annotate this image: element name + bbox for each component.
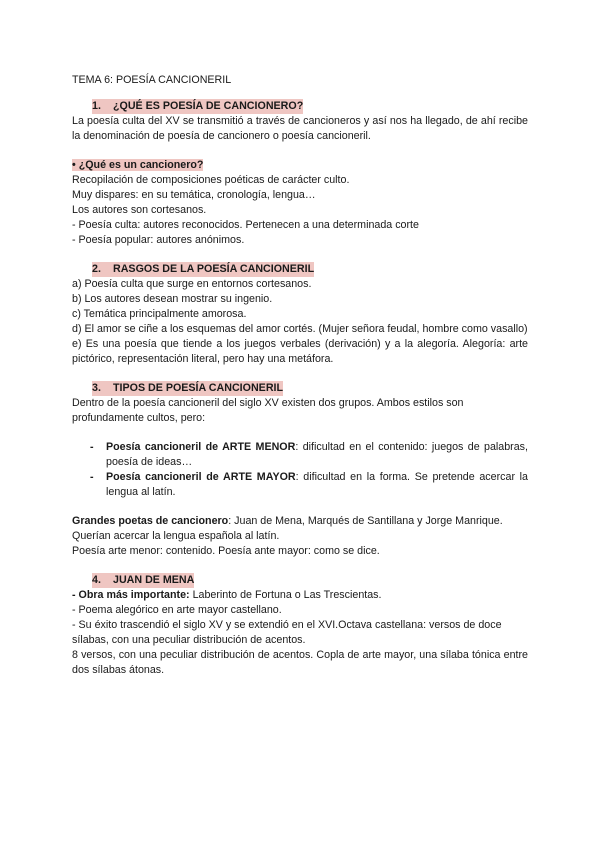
section-4-title: JUAN DE MENA [113, 574, 195, 586]
mena-line-3: 8 versos, con una peculiar distribución de acentos. Copla de arte mayor, una sílaba tónica entre dos sílabas átonas. [72, 649, 528, 676]
section-1-body: La poesía culta del XV se transmitió a través de cancioneros y así nos ha llegado, de ahí recibe la denominación de poesía de cancionero o poesía cancioneril. [72, 115, 528, 142]
document-title: TEMA 6: POESÍA CANCIONERIL [72, 74, 232, 86]
section-3-title: TIPOS DE POESÍA CANCIONERIL [113, 382, 284, 394]
tipos-intro: Dentro de la poesía cancioneril del siglo XV existen dos grupos. Ambos estilos son profundamente cultos, pero: [72, 397, 464, 424]
section-2-number: 2. [92, 262, 113, 277]
rasgos-line-e: e) Es una poesía que tiende a los juegos verbales (derivación) y a la alegoría. Alegoría: arte pictórico, representación literal, pero hay una metáfora. [72, 338, 528, 365]
section-4-number: 4. [92, 573, 113, 588]
section-1-number: 1. [92, 99, 113, 114]
grandes-poetas-line: Grandes poetas de cancionero: Juan de Mena, Marqués de Santillana y Jorge Manrique. [72, 515, 503, 527]
section-3-heading [92, 381, 528, 396]
cancionero-line-2: Muy dispares: en su temática, cronología, lengua… [72, 189, 316, 201]
tipos-list [72, 440, 528, 500]
tipos-line-1: Querían acercar la lengua española al latín. [72, 530, 280, 542]
rasgos-line-b: b) Los autores desean mostrar su ingenio. [72, 293, 273, 305]
cancionero-line-4: - Poesía culta: autores reconocidos. Pertenecen a una determinada corte [72, 219, 419, 231]
section-4-heading [92, 573, 528, 588]
list-item: - Poesía cancioneril de ARTE MENOR: dificultad en el contenido: juegos de palabras, poesía de ideas… [90, 440, 528, 470]
mena-line-1: - Poema alegórico en arte mayor castellano. [72, 604, 282, 616]
rasgos-line-a: a) Poesía culta que surge en entornos cortesanos. [72, 278, 312, 290]
list-item: - Poesía cancioneril de ARTE MAYOR: dificultad en la forma. Se pretende acercar la lengua al latín. [90, 470, 528, 500]
rasgos-line-d: d) El amor se ciñe a los esquemas del amor cortés. (Mujer señora feudal, hombre como vasallo) [72, 323, 528, 335]
section-2-heading [92, 262, 528, 277]
cancionero-line-5: - Poesía popular: autores anónimos. [72, 234, 245, 246]
subsection-cancionero-heading: • ¿Qué es un cancionero? [72, 159, 204, 171]
tipos-line-2: Poesía arte menor: contenido. Poesía ante mayor: como se dice. [72, 545, 380, 557]
mena-line-2: - Su éxito trascendió el siglo XV y se extendió en el XVI.Octava castellana: versos de doce sílabas, con una peculiar distribución de acentos. [72, 619, 502, 646]
section-1-title: ¿QUÉ ES POESÍA DE CANCIONERO? [113, 100, 304, 112]
mena-obra-line: - Obra más importante: Laberinto de Fortuna o Las Trescientas. [72, 589, 382, 601]
rasgos-line-c: c) Temática principalmente amorosa. [72, 308, 247, 320]
section-1-heading [92, 99, 528, 114]
cancionero-line-1: Recopilación de composiciones poéticas de carácter culto. [72, 174, 350, 186]
cancionero-line-3: Los autores son cortesanos. [72, 204, 207, 216]
section-2-title: RASGOS DE LA POESÍA CANCIONERIL [113, 263, 315, 275]
section-3-number: 3. [92, 381, 113, 396]
